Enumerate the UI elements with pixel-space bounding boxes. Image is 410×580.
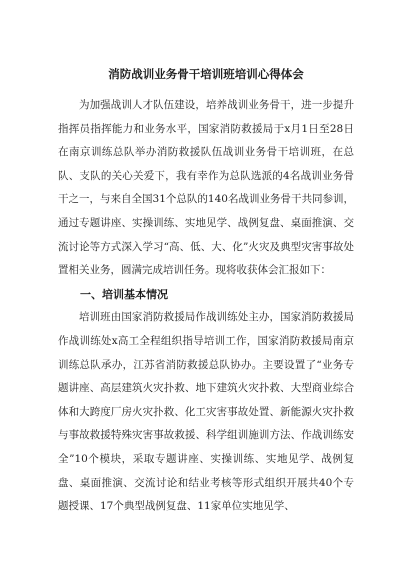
intro-paragraph: 为加强战训人才队伍建设，培养战训业务骨干，进一步提升指挥员指挥能力和业务水平，国家消防救援局于x月1日至28日在南京训练总队举办消防救援队伍战训业务骨干培训班，在总队、支队的关心关爱下，我有幸作为总队选派的4名战训业务骨干之一，与来自全国31个总队的140名战训业务骨干共同参训，通过专题讲座、实操训练、实地见学、战例复盘、桌面推演、交流讨论等方式深入学习“高、低、大、化”火灾及典型灾害事故处置相关业务，圆满完成培训任务。现将收获体会汇报如下： [58,99,354,277]
section-body-paragraph: 培训班由国家消防救援局作战训练处主办，国家消防救援局作战训练处x高工全程组织指导培训工作，国家消防救援局南京训练总队承办，江苏省消防救援总队协办。主要设置了“业务专题讲座、高层建筑火灾扑救、地下建筑火灾扑救、大型商业综合体和大跨度厂房火灾扑救、化工灾害事故处置、新能源火灾扑救与事故救援特殊灾害事故救援、科学组训施训方法、作战训练安全”10个模块，采取专题讲座、实操训练、实地见学、战例复盘、桌面推演、交流讨论和结业考核等形式组织开展共40个专题授课、17个典型战例复盘、11家单位实地见学、 [58,311,354,513]
document-title: 消防战训业务骨干培训班培训心得体会 [108,67,304,81]
section-heading: 一、培训基本情况 [80,287,168,301]
